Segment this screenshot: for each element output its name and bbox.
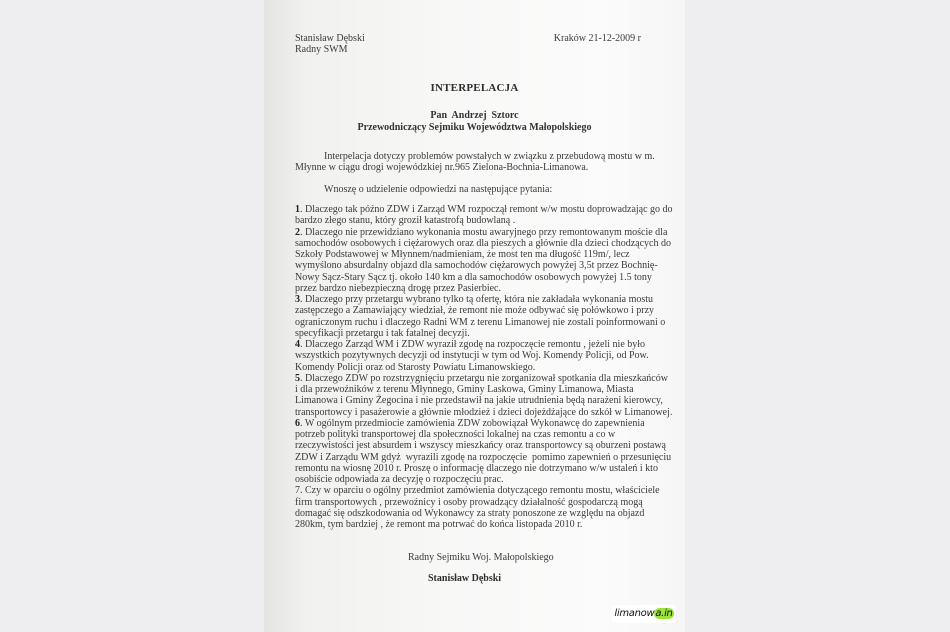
author-role: Radny SWM (295, 44, 348, 55)
question-7 (295, 485, 673, 496)
question-line: wymyślono absurdalny objazd dla samochodów ciężarowych powyżej 3,5t przez Bochnię- (295, 260, 658, 272)
question-line: firm transportowych , przewoźnicy i osoby prowadzący działalność gospodarczą mogą (295, 496, 643, 508)
question-number: 3 (295, 294, 300, 305)
addressee-title: Przewodniczący Sejmiku Województwa Małopolskiego (357, 122, 592, 133)
watermark-highlight: a.in (655, 608, 673, 619)
question-line: Komendy Policji oraz od Starosty Powiatu Limanowskiego. (295, 361, 536, 373)
question-line: wszystkich pozytywnych decyzji od instytucji w tym od Woj. Komendy Policji, od Pow. (295, 350, 649, 362)
question-text: . W ogólnym przedmiocie zamówienia ZDW zobowiązał Wykonawcę do zapewnienia (300, 417, 645, 429)
question-3 (295, 294, 673, 305)
question-line: ograniczonym ruchu i dlaczego Radni WM z terenu Limanowej nie zostali poinformowani o (295, 316, 666, 328)
question-1 (295, 204, 673, 215)
question-number: 6 (295, 417, 300, 429)
question-line: bardzo złego stanu, który groził katastrofą budowlaną . (295, 215, 516, 227)
question-line: domagać się odszkodowania od Wykonawcy za straty ponoszone ze względu na objazd (295, 507, 645, 519)
author-block (295, 33, 365, 55)
signature-name: Stanisław Dębski (428, 573, 502, 584)
question-number: 5 (295, 372, 300, 384)
place-date: Kraków 21-12-2009 r (553, 33, 641, 44)
question-line: zastępczego a Zamawiający wiedział, że remont nie może odbywać się połówkowo i przy (295, 305, 655, 317)
question-line: transportowcy i pasażerowie a głównie młodzież i dzieci dojeżdżające do szkół w Limanowej. (295, 406, 673, 418)
author-name: Stanisław Dębski (295, 33, 365, 44)
question-number: 1 (295, 204, 300, 215)
signature-role: Radny Sejmiku Woj. Małopolskiego (408, 552, 554, 563)
question-line: specyfikacji przetargu i tak fatalnej decyzji. (295, 327, 470, 339)
intro-line: Interpelacja dotyczy problemów powstałych w związku z przebudową mostu w m. (324, 151, 655, 162)
question-number: 7 (295, 485, 300, 497)
question-line: remontu na wiosnę 2010 r. Proszę o informację dlaczego nie dotrzymano w/w ustaleń i kto (295, 462, 658, 474)
question-line: 280km, tym bardziej , że remont ma potrwać do końca listopada 2010 r. (295, 519, 583, 530)
question-6 (295, 418, 673, 429)
document-title: INTERPELACJA (430, 82, 519, 94)
question-number: 4 (295, 339, 300, 350)
addressee-name: Pan Andrzej Sztorc (430, 110, 519, 121)
watermark-logo (612, 605, 676, 623)
addressee-block (264, 110, 685, 134)
question-line: osobiście odpowiada za decyzję o rozpoczęciu prac. (295, 474, 504, 485)
question-number: 2 (295, 226, 300, 238)
question-text: . Czy w oparciu o ogólny przedmiot zamówienia dotyczącego remontu mostu, właściciele (300, 485, 660, 497)
question-text: . Dlaczego tak późno ZDW i Zarząd WM rozpoczął remont w/w mostu doprowadzając go do (300, 204, 673, 215)
question-line: Nowy Sącz-Stary Sącz tj. około 140 km a dla samochodów osobowych powyżej 1.5 tony (295, 271, 652, 283)
intro-paragraph (295, 151, 655, 174)
question-line: Limanowa i Gminy Żegocina i nie przedstawił na jakie utrudnienia będą narażeni kierowcy, (295, 395, 663, 407)
question-text: . Dlaczego przy przetargu wybrano tylko tą ofertę, która nie zakładała wykonania mostu (300, 294, 654, 305)
question-line: Szkoły Podstawowej w Młynnem/nadmieniam, że most ten ma długość 119m/, lecz (295, 249, 630, 260)
question-line: ZDW i Zarządu WM gdyż wyrazili zgodę na rozpoczęcie pomimo zapewnień o przesunięciu (295, 451, 672, 463)
intro-line: Młynne w ciągu drogi wojewódzkiej nr.965 Zielona-Bochnia-Limanowa. (295, 162, 589, 174)
question-5 (295, 373, 673, 384)
questions-list (295, 204, 673, 530)
question-line: i dla przewoźników z terenu Młynnego, Gminy Laskowa, Gminy Limanowa, Miasta (295, 384, 634, 395)
question-line: samochodów osobowych i ciężarowych oraz dla pieszych a głównie dla dzieci chodzących do (295, 237, 671, 249)
question-line: potrzeb polityki transportowej dla społeczności lokalnej na czas remontu a co w (295, 429, 616, 440)
request-line: Wnoszę o udzielenie odpowiedzi na następujące pytania: (324, 184, 553, 195)
question-2 (295, 227, 673, 238)
question-line: przez bardzo niebezpieczną drogę przez Pasierbiec. (295, 282, 501, 294)
document-page (264, 0, 685, 632)
question-text: . Dlaczego Zarząd WM i ZDW wyraził zgodę na rozpoczęcie remontu , jeżeli nie było (300, 339, 646, 350)
question-text: . Dlaczego ZDW po rozstrzygnięciu przetargu nie zorganizował spotkania dla mieszkańców (300, 372, 668, 384)
question-line: rzeczywistości jest absurdem i wszyscy mieszkańcy oraz transportowcy są oburzeni postawą (295, 440, 666, 452)
watermark-text: limanow (614, 608, 655, 619)
question-4 (295, 339, 673, 350)
question-text: . Dlaczego nie przewidziano wykonania mostu awaryjnego przy remontowanym moście dla (300, 226, 668, 238)
